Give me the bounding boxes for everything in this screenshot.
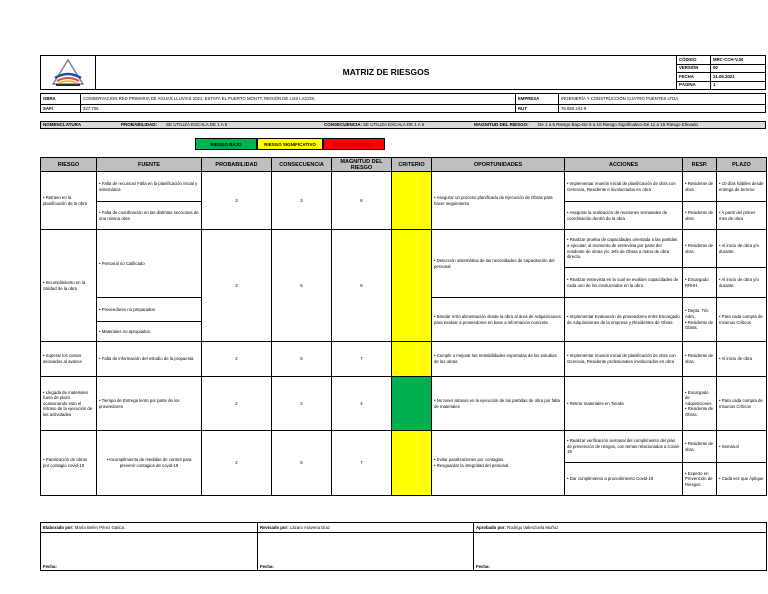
plazo-cell: • Al inicio de obra y/o durante. bbox=[717, 268, 767, 298]
table-row bbox=[41, 431, 767, 463]
fuente-cell: • Falta de coordinación en las distintas secciones de una misma obra bbox=[97, 202, 202, 230]
riesgo-cell: • Superar los costos asociados al avance bbox=[41, 342, 97, 377]
fuente-cell: • Falta de recursos/ Falla en la planificación inicial y sistemática bbox=[97, 172, 202, 202]
revisado-label: Revisado por: bbox=[260, 524, 289, 530]
plazo-cell: • Para cada compra de Insumos Críticos bbox=[717, 298, 767, 342]
meta-value: 21.05.2021 bbox=[711, 73, 766, 82]
resp-cell bbox=[683, 377, 717, 431]
consecuencia-value: SE UTILIZA ESCALA DE 1 A 5 bbox=[363, 122, 425, 127]
fuente-cell: • Falta de información del estudio de la propuesta bbox=[97, 342, 202, 377]
oportunidades-cell: • Cumplir o mejorar las rentabilidades esperadas de los estudios de las obras bbox=[432, 342, 565, 377]
resp-cell: • Encargado RRHH bbox=[683, 268, 717, 298]
revisado-value: Lázaro Aravena Díaz bbox=[289, 524, 330, 530]
probabilidad-label: PROBABILIDAD: bbox=[121, 122, 157, 127]
elaborado-value: María Belén Pérez Gatica . bbox=[74, 524, 127, 530]
probabilidad-cell: 3 bbox=[202, 172, 272, 230]
header-block bbox=[40, 55, 766, 90]
probabilidad-value: SE UTILIZA ESCALA DE 1 A 5 bbox=[166, 122, 228, 127]
col-header-acciones: ACCIONES bbox=[565, 158, 683, 172]
meta-label: PÁGINA bbox=[677, 81, 711, 90]
document-meta-table bbox=[676, 55, 766, 90]
acciones-cell: • Retirar materiales en Tienda bbox=[565, 377, 683, 431]
magnitud-label: MAGNITUD DEL RIESGO: bbox=[474, 122, 529, 127]
company-logo bbox=[41, 56, 96, 89]
oportunidades-cell: • Brindar retro alimentación desde la obra al área de Adquisiciones para evaluar a proveedores en base a información concreta bbox=[432, 298, 565, 342]
elaborado-cell bbox=[41, 523, 258, 533]
meta-value: MRC-CCH-V.00 bbox=[711, 56, 766, 65]
col-header-resp: RESP. bbox=[683, 158, 717, 172]
criterio-cell bbox=[392, 230, 432, 342]
safi-value: 327.705 bbox=[81, 105, 516, 113]
resp-line: • Residente de Obras. bbox=[685, 319, 714, 331]
consecuencia-cell: 3 bbox=[272, 172, 332, 230]
project-info-table bbox=[40, 93, 766, 113]
plazo-cell: • Cada vez que Aplique bbox=[717, 463, 767, 496]
fuente-cell: • Tiempo de Entrega lento por parte de los proveedores bbox=[97, 377, 202, 431]
magnitud-cell: 4 bbox=[332, 377, 392, 431]
magnitud-cell: 7 bbox=[332, 342, 392, 377]
table-row bbox=[41, 342, 767, 377]
resp-cell: • Residente de obra bbox=[683, 431, 717, 463]
meta-label: CÓDIGO bbox=[677, 56, 711, 65]
acciones-cell: • Implementar reunión inicial de planificación de obra con Gerencia, Residente profesionales involucrados en obra bbox=[565, 342, 683, 377]
riesgo-cell: • Retraso en la planificación de la obra bbox=[41, 172, 97, 230]
plazo-cell: • Para cada compra de Insumos Críticos bbox=[717, 377, 767, 431]
meta-value: 00 bbox=[711, 64, 766, 73]
resp-line: • Residente de Obras. bbox=[685, 406, 714, 417]
meta-label: VERSIÓN bbox=[677, 64, 711, 73]
empresa-label: EMPRESA bbox=[516, 94, 559, 105]
oportunidades-cell: • No tener atrasos en la ejecución de las partidas de obra por falta de materiales bbox=[432, 377, 565, 431]
aprobado-label: Aprobado por: bbox=[476, 524, 506, 530]
resp-cell bbox=[683, 298, 717, 342]
criterio-cell bbox=[392, 431, 432, 496]
legend-riesgo-elevado: RIESGO ELEVADO bbox=[323, 138, 385, 150]
fuente-cell: • Personal no Calificado bbox=[97, 230, 202, 298]
acciones-cell: • Implementar reunión inicial de planificación de obra con Gerencia, Residente e involucrados en obra bbox=[565, 172, 683, 202]
col-header-criterio: CRITERIO bbox=[392, 158, 432, 172]
meta-label: FECHA bbox=[677, 73, 711, 82]
fuente-cell: • Proveedores no preparados bbox=[97, 298, 202, 322]
consecuencia-cell: 5 bbox=[272, 230, 332, 342]
col-header-riesgo: RIESGO bbox=[41, 158, 97, 172]
table-row bbox=[41, 230, 767, 268]
criterio-cell bbox=[392, 377, 432, 431]
meta-value: 1 bbox=[711, 81, 766, 90]
criterio-cell bbox=[392, 172, 432, 230]
aprobado-cell bbox=[474, 523, 767, 533]
rut-label: RUT bbox=[516, 105, 559, 113]
acciones-cell: • Implementar Evaluación de proveedores entre Encargado de Adquisiciones de la empresa y Residentes de Obras bbox=[565, 298, 683, 342]
fuente-cell: • Materiales no apropiados. bbox=[97, 322, 202, 342]
resp-line: • Depto. Téc Adm., bbox=[685, 308, 709, 319]
riesgo-cell: • Paralización de obras por contagio covid-19 bbox=[41, 431, 97, 496]
aprobado-value: Rodrigo Valenzuela Muñoz bbox=[507, 524, 559, 530]
plazo-cell: • Semanal bbox=[717, 431, 767, 463]
resp-cell: • Residente de obra bbox=[683, 202, 717, 230]
plazo-cell: • Al inicio de obra y/o durante. bbox=[717, 230, 767, 268]
consecuencia-label: CONSECUENCIA: bbox=[324, 122, 363, 127]
plazo-cell: • 10 días hábiles desde entrega de terreno bbox=[717, 172, 767, 202]
table-row bbox=[41, 172, 767, 202]
fecha-revisado: Fecha: bbox=[258, 533, 474, 571]
plazo-cell: • A partir del primer mes de obra bbox=[717, 202, 767, 230]
legend-riesgo-bajo: RIESGO BAJO bbox=[195, 138, 257, 150]
resp-cell: • Residente de obra bbox=[683, 172, 717, 202]
resp-cell: • Residente de obra bbox=[683, 230, 717, 268]
resp-cell: • Experto en Prevención de Riesgos bbox=[683, 463, 717, 496]
signature-table bbox=[40, 522, 767, 571]
col-header-consecuencia: CONSECUENCIA bbox=[272, 158, 332, 172]
col-header-oportunidades: OPORTUNIDADES bbox=[432, 158, 565, 172]
nomenclatura-bar bbox=[40, 121, 766, 129]
probabilidad-cell: 2 bbox=[202, 431, 272, 496]
table-row bbox=[41, 377, 767, 431]
risk-matrix-table bbox=[40, 157, 767, 496]
nomenclatura-label: NOMENCLATURA bbox=[43, 122, 82, 127]
fuente-cell: • Incumplimiento de medidas de control para prevenir contagios de covid-19 bbox=[97, 431, 202, 496]
page-title: MATRIZ DE RIESGOS bbox=[342, 67, 430, 77]
oportunidades-cell: • Detección sistemática de las necesidades de capacitación del personal bbox=[432, 230, 565, 298]
fecha-elaborado: Fecha: bbox=[41, 533, 258, 571]
resp-cell: • Residente de obra bbox=[683, 342, 717, 377]
probabilidad-cell: 2 bbox=[202, 342, 272, 377]
obra-value: CONSERVACION RED PRIMARIA DE AGUAS LLUVIAS 2021: ESTAFA EL PUERTO MONTT, REGIÓN DE LOS LAGOS. bbox=[81, 94, 516, 105]
magnitud-cell: 7 bbox=[332, 431, 392, 496]
acciones-cell: • Realizar prueba de capacidades orientada a las partidas a ejecutar, al momento de entrevista por parte del residente de obras y/o Jefe de Obras a mano de obra directa. bbox=[565, 230, 683, 268]
obra-label: OBRA bbox=[41, 94, 81, 105]
magnitud-value: De 1 a 5 Riesgo Bajo-De 6 a 10 Riesgo Significativo-De 11 a 15 Riesgo Elevado bbox=[538, 122, 699, 127]
consecuencia-cell: 5 bbox=[272, 342, 332, 377]
resp-line: • Encargado de Adquisiciones bbox=[685, 389, 712, 406]
consecuencia-cell: 5 bbox=[272, 431, 332, 496]
legend-riesgo-significativo: RIESGO SIGNIFICATIVO bbox=[257, 138, 323, 150]
acciones-cell: • Dar cumplimiento a procedimiento Covid-19 bbox=[565, 463, 683, 496]
acciones-cell: • Realizar entrevista en la cual se evalúen capacidades de cada uno de los involucrados en la obra bbox=[565, 268, 683, 298]
probabilidad-cell: 2 bbox=[202, 377, 272, 431]
riesgo-cell: • Incumplimiento en la calidad de la obra bbox=[41, 230, 97, 342]
magnitud-cell: 6 bbox=[332, 172, 392, 230]
rut-value: 76.650.241-9 bbox=[559, 105, 766, 113]
empresa-value: INGENIERÍA Y CONSTRUCCIÓN CUATRO PUENTES LTDA. bbox=[559, 94, 766, 105]
plazo-cell: • Al inicio de obra bbox=[717, 342, 767, 377]
col-header-magnitud: MAGNITUD DEL RIESGO bbox=[332, 158, 392, 172]
acciones-cell: • Realizar verificación semanal del cumplimiento del plan de prevención de riesgos, con temas relacionados a Covid-19 bbox=[565, 431, 683, 463]
col-header-fuente: FUENTE bbox=[97, 158, 202, 172]
probabilidad-cell: 3 bbox=[202, 230, 272, 342]
elaborado-label: Elaborado por: bbox=[43, 524, 74, 530]
criterio-cell bbox=[392, 342, 432, 377]
acciones-cell: • Asegurar la realización de reuniones semanales de coordinación dentro de la obra bbox=[565, 202, 683, 230]
fecha-aprobado: Fecha: bbox=[474, 533, 767, 571]
oportunidades-cell: • Asegurar un proceso planificado de Ejecución de Obras para hacer seguimiento bbox=[432, 172, 565, 230]
magnitud-cell: 8 bbox=[332, 230, 392, 342]
safi-label: SAFI bbox=[41, 105, 81, 113]
logo-icon bbox=[41, 56, 96, 89]
col-header-probabilidad: PROBABILIDAD bbox=[202, 158, 272, 172]
col-header-plazo: PLAZO bbox=[717, 158, 767, 172]
riesgo-cell: • Llegada de materiales fuera de plazo ocasionando esto el retraso de la ejecución de las actividades bbox=[41, 377, 97, 431]
consecuencia-cell: 2 bbox=[272, 377, 332, 431]
oportunidades-cell: • Evitar paralizaciones por contagios. • Resguardar la integridad del personal. bbox=[432, 431, 565, 496]
revisado-cell bbox=[258, 523, 474, 533]
